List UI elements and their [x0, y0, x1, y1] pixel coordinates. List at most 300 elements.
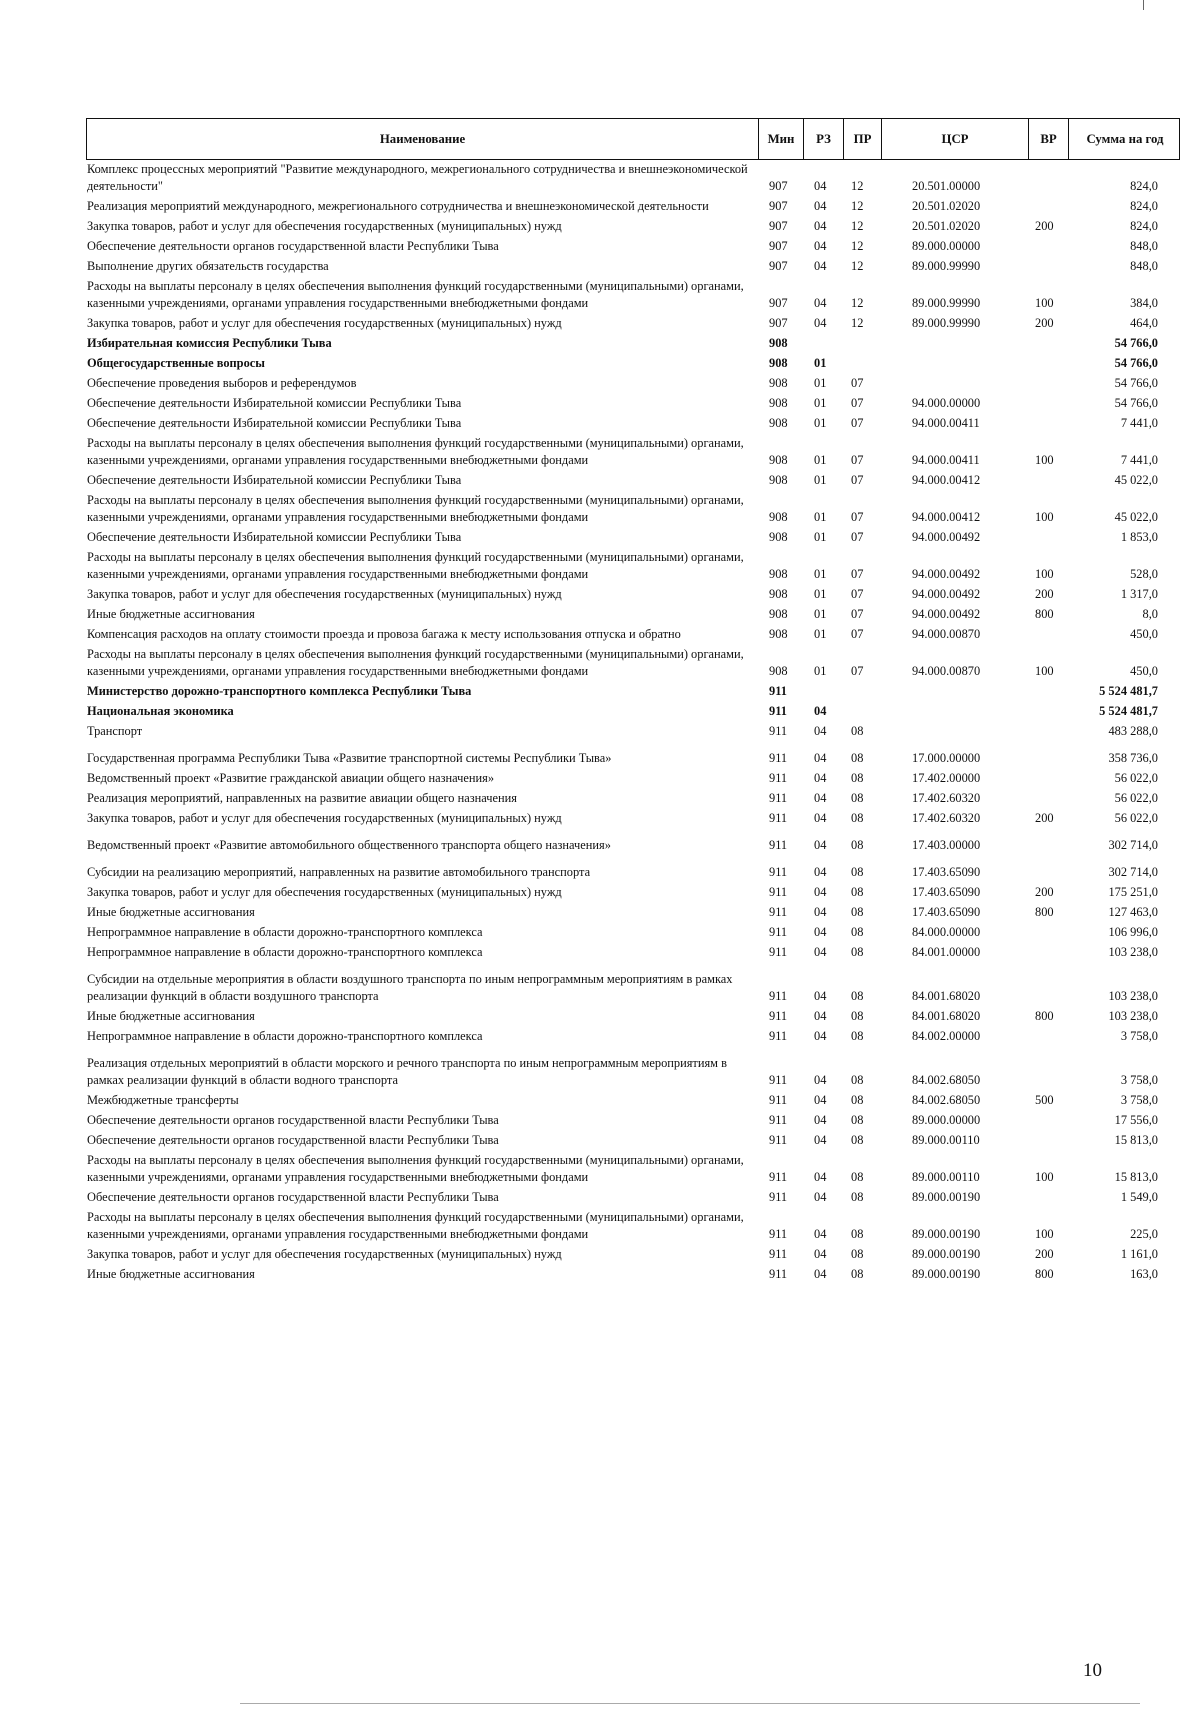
- cell-sum: 15 813,0: [1114, 1170, 1158, 1184]
- cell-pr: 12: [851, 179, 864, 193]
- cell-rz: 01: [814, 356, 827, 370]
- cell-min: 911: [769, 771, 788, 785]
- cell-name: Субсидии на отдельные мероприятия в области воздушного транспорта по иным непрограммным мероприятиям в рамках реализации функций в области воздушного транспорта: [87, 972, 733, 1003]
- table-row: [86, 217, 1180, 237]
- cell-name: Расходы на выплаты персоналу в целях обеспечения выполнения функций государственными (муниципальными) органами, казенными учреждениями, органами управления государственными внебюджетными фондами: [87, 493, 744, 524]
- cell-sum: 54 766,0: [1114, 376, 1158, 390]
- cell-name: Расходы на выплаты персоналу в целях обеспечения выполнения функций государственными (муниципальными) органами, казенными учреждениями, органами управления государственными внебюджетными фондами: [87, 550, 744, 581]
- table-row: [86, 645, 1180, 682]
- table-row: [86, 394, 1180, 414]
- cell-sum: 56 022,0: [1114, 791, 1158, 805]
- cell-name: Закупка товаров, работ и услуг для обеспечения государственных (муниципальных) нужд: [87, 219, 562, 233]
- cell-name: Иные бюджетные ассигнования: [87, 905, 255, 919]
- cell-min: 911: [769, 1029, 788, 1043]
- cell-rz: 04: [814, 1267, 827, 1281]
- cell-pr: 08: [851, 885, 864, 899]
- table-header: [86, 118, 1180, 160]
- cell-csr: 94.000.00492: [912, 567, 981, 581]
- cell-sum: 56 022,0: [1114, 811, 1158, 825]
- table-row: [86, 903, 1180, 923]
- cell-csr: 17.402.60320: [912, 811, 981, 825]
- table-row: [86, 1131, 1180, 1151]
- cell-sum: 54 766,0: [1114, 356, 1158, 370]
- cell-rz: 01: [814, 416, 827, 430]
- cell-name: Иные бюджетные ассигнования: [87, 1267, 255, 1281]
- cell-min: 911: [769, 945, 788, 959]
- cell-sum: 450,0: [1130, 627, 1158, 641]
- cell-sum: 1 549,0: [1120, 1190, 1158, 1204]
- table-row: [86, 742, 1180, 769]
- table-row: [86, 1245, 1180, 1265]
- cell-csr: 94.000.00492: [912, 530, 981, 544]
- table-row: [86, 682, 1180, 702]
- cell-pr: 07: [851, 376, 864, 390]
- cell-sum: 824,0: [1130, 179, 1158, 193]
- cell-rz: 01: [814, 587, 827, 601]
- cell-sum: 848,0: [1130, 239, 1158, 253]
- table-row: [86, 414, 1180, 434]
- cell-sum: 848,0: [1130, 259, 1158, 273]
- cell-pr: 08: [851, 1190, 864, 1204]
- cell-min: 911: [769, 905, 788, 919]
- table-row: [86, 1188, 1180, 1208]
- cell-name: Ведомственный проект «Развитие гражданской авиации общего назначения»: [87, 771, 495, 785]
- cell-sum: 302 714,0: [1108, 865, 1158, 879]
- cell-min: 911: [769, 1093, 788, 1107]
- cell-rz: 04: [814, 1190, 827, 1204]
- cell-sum: 824,0: [1130, 219, 1158, 233]
- cell-name: Компенсация расходов на оплату стоимости проезда и провоза багажа к месту использования отпуска и обратно: [87, 627, 681, 641]
- cell-name: Иные бюджетные ассигнования: [87, 607, 255, 621]
- table-row: [86, 702, 1180, 722]
- cell-name: Обеспечение деятельности органов государственной власти Республики Тыва: [87, 1133, 499, 1147]
- cell-pr: 12: [851, 316, 864, 330]
- cell-csr: 94.000.00411: [912, 416, 980, 430]
- cell-min: 911: [769, 1133, 788, 1147]
- cell-pr: 07: [851, 567, 864, 581]
- cell-rz: 04: [814, 199, 827, 213]
- cell-sum: 3 758,0: [1120, 1073, 1158, 1087]
- cell-sum: 54 766,0: [1114, 396, 1158, 410]
- cell-sum: 3 758,0: [1120, 1093, 1158, 1107]
- scan-bottom-line: [240, 1703, 1140, 1704]
- cell-min: 908: [769, 587, 788, 601]
- cell-min: 911: [769, 1227, 788, 1241]
- cell-rz: 01: [814, 567, 827, 581]
- cell-csr: 89.000.00000: [912, 1113, 981, 1127]
- cell-min: 911: [769, 1170, 788, 1184]
- cell-sum: 1 853,0: [1120, 530, 1158, 544]
- cell-min: 907: [769, 239, 788, 253]
- cell-pr: 07: [851, 607, 864, 621]
- table-body: [86, 160, 1180, 1285]
- cell-sum: 15 813,0: [1114, 1133, 1158, 1147]
- cell-csr: 84.002.68050: [912, 1073, 981, 1087]
- cell-name: Непрограммное направление в области дорожно-транспортного комплекса: [87, 945, 483, 959]
- cell-pr: 07: [851, 453, 864, 467]
- cell-sum: 483 288,0: [1108, 724, 1158, 738]
- cell-pr: 08: [851, 1170, 864, 1184]
- cell-name: Обеспечение деятельности органов государственной власти Республики Тыва: [87, 1190, 499, 1204]
- cell-rz: 04: [814, 885, 827, 899]
- cell-csr: 94.000.00870: [912, 627, 981, 641]
- cell-name: Избирательная комиссия Республики Тыва: [87, 336, 332, 350]
- cell-csr: 94.000.00492: [912, 607, 981, 621]
- cell-pr: 08: [851, 1247, 864, 1261]
- cell-sum: 1 161,0: [1120, 1247, 1158, 1261]
- table-row: [86, 856, 1180, 883]
- cell-rz: 04: [814, 179, 827, 193]
- cell-min: 908: [769, 416, 788, 430]
- table-row: [86, 471, 1180, 491]
- cell-csr: 84.000.00000: [912, 925, 981, 939]
- budget-table: [86, 118, 1180, 1285]
- header-name: Наименование: [379, 131, 466, 146]
- cell-rz: 04: [814, 1113, 827, 1127]
- cell-rz: 01: [814, 607, 827, 621]
- cell-vr: 100: [1035, 1227, 1054, 1241]
- cell-rz: 04: [814, 239, 827, 253]
- cell-name: Расходы на выплаты персоналу в целях обеспечения выполнения функций государственными (муниципальными) органами, казенными учреждениями, органами управления государственными внебюджетными фондами: [87, 436, 744, 467]
- cell-min: 907: [769, 179, 788, 193]
- cell-sum: 302 714,0: [1108, 838, 1158, 852]
- page-number: 10: [1083, 1660, 1102, 1681]
- cell-name: Закупка товаров, работ и услуг для обеспечения государственных (муниципальных) нужд: [87, 587, 562, 601]
- cell-min: 911: [769, 791, 788, 805]
- cell-rz: 01: [814, 376, 827, 390]
- table-row: [86, 237, 1180, 257]
- cell-name: Национальная экономика: [87, 704, 234, 718]
- cell-rz: 04: [814, 865, 827, 879]
- cell-pr: 07: [851, 530, 864, 544]
- cell-csr: 94.000.00870: [912, 664, 981, 678]
- cell-csr: 89.000.00000: [912, 239, 981, 253]
- table-row: [86, 314, 1180, 334]
- cell-min: 907: [769, 316, 788, 330]
- cell-rz: 01: [814, 627, 827, 641]
- cell-vr: 800: [1035, 1267, 1054, 1281]
- cell-pr: 12: [851, 296, 864, 310]
- cell-csr: 17.402.00000: [912, 771, 981, 785]
- cell-sum: 3 758,0: [1120, 1029, 1158, 1043]
- cell-rz: 04: [814, 838, 827, 852]
- cell-pr: 08: [851, 925, 864, 939]
- cell-pr: 08: [851, 945, 864, 959]
- cell-name: Расходы на выплаты персоналу в целях обеспечения выполнения функций государственными (муниципальными) органами, казенными учреждениями, органами управления государственными внебюджетными фондами: [87, 1153, 744, 1184]
- cell-name: Закупка товаров, работ и услуг для обеспечения государственных (муниципальных) нужд: [87, 811, 562, 825]
- cell-rz: 04: [814, 704, 827, 718]
- cell-rz: 04: [814, 989, 827, 1003]
- cell-sum: 54 766,0: [1114, 336, 1158, 350]
- cell-sum: 103 238,0: [1108, 945, 1158, 959]
- cell-name: Ведомственный проект «Развитие автомобильного общественного транспорта общего назначения»: [87, 838, 611, 852]
- cell-min: 911: [769, 838, 788, 852]
- cell-vr: 800: [1035, 1009, 1054, 1023]
- cell-rz: 04: [814, 1133, 827, 1147]
- cell-name: Закупка товаров, работ и услуг для обеспечения государственных (муниципальных) нужд: [87, 1247, 562, 1261]
- cell-min: 908: [769, 473, 788, 487]
- cell-sum: 450,0: [1130, 664, 1158, 678]
- table-row: [86, 374, 1180, 394]
- cell-pr: 08: [851, 771, 864, 785]
- cell-name: Реализация отдельных мероприятий в области морского и речного транспорта по иным непрограммным мероприятиям в рамках реализации функций в области водного транспорта: [87, 1056, 727, 1087]
- cell-sum: 56 022,0: [1114, 771, 1158, 785]
- cell-min: 908: [769, 607, 788, 621]
- cell-pr: 12: [851, 259, 864, 273]
- cell-rz: 01: [814, 530, 827, 544]
- cell-vr: 100: [1035, 664, 1054, 678]
- cell-rz: 04: [814, 1170, 827, 1184]
- table-row: [86, 1208, 1180, 1245]
- cell-name: Министерство дорожно-транспортного комплекса Республики Тыва: [87, 684, 472, 698]
- cell-csr: 89.000.99990: [912, 259, 981, 273]
- cell-min: 908: [769, 453, 788, 467]
- cell-name: Непрограммное направление в области дорожно-транспортного комплекса: [87, 925, 483, 939]
- cell-vr: 200: [1035, 219, 1054, 233]
- cell-rz: 04: [814, 1009, 827, 1023]
- table-row: [86, 943, 1180, 963]
- cell-pr: 08: [851, 865, 864, 879]
- cell-name: Выполнение других обязательств государства: [87, 259, 329, 273]
- cell-vr: 100: [1035, 567, 1054, 581]
- cell-rz: 04: [814, 905, 827, 919]
- header-rz: РЗ: [803, 119, 843, 159]
- cell-vr: 200: [1035, 885, 1054, 899]
- cell-name: Государственная программа Республики Тыва «Развитие транспортной системы Республики Тыва»: [87, 751, 612, 765]
- cell-pr: 07: [851, 510, 864, 524]
- cell-pr: 08: [851, 838, 864, 852]
- cell-rz: 01: [814, 510, 827, 524]
- cell-pr: 12: [851, 199, 864, 213]
- cell-min: 911: [769, 925, 788, 939]
- cell-csr: 84.002.00000: [912, 1029, 981, 1043]
- table-row: [86, 923, 1180, 943]
- cell-min: 911: [769, 1113, 788, 1127]
- cell-csr: 89.000.99990: [912, 316, 981, 330]
- cell-rz: 04: [814, 1093, 827, 1107]
- cell-rz: 04: [814, 1073, 827, 1087]
- cell-pr: 12: [851, 239, 864, 253]
- cell-sum: 7 441,0: [1120, 453, 1158, 467]
- cell-min: 911: [769, 865, 788, 879]
- cell-sum: 45 022,0: [1114, 510, 1158, 524]
- table-row: [86, 829, 1180, 856]
- cell-min: 911: [769, 724, 788, 738]
- cell-pr: 08: [851, 905, 864, 919]
- cell-vr: 200: [1035, 1247, 1054, 1261]
- cell-min: 908: [769, 530, 788, 544]
- cell-rz: 01: [814, 473, 827, 487]
- table-row: [86, 722, 1180, 742]
- cell-pr: 07: [851, 416, 864, 430]
- cell-name: Реализация мероприятий международного, межрегионального сотрудничества и внешнеэкономической деятельности: [87, 199, 709, 213]
- scan-corner-mark: [1143, 0, 1144, 10]
- table-row: [86, 789, 1180, 809]
- cell-min: 911: [769, 704, 787, 718]
- cell-csr: 17.403.65090: [912, 865, 981, 879]
- cell-min: 908: [769, 567, 788, 581]
- cell-vr: 500: [1035, 1093, 1054, 1107]
- cell-min: 911: [769, 751, 788, 765]
- cell-csr: 20.501.02020: [912, 199, 981, 213]
- cell-min: 907: [769, 199, 788, 213]
- cell-pr: 08: [851, 1093, 864, 1107]
- cell-vr: 800: [1035, 607, 1054, 621]
- cell-name: Субсидии на реализацию мероприятий, направленных на развитие автомобильного транспорта: [87, 865, 591, 879]
- cell-min: 907: [769, 259, 788, 273]
- cell-min: 907: [769, 296, 788, 310]
- cell-csr: 89.000.00110: [912, 1133, 980, 1147]
- table-row: [86, 1027, 1180, 1047]
- cell-min: 911: [769, 1267, 788, 1281]
- cell-vr: 800: [1035, 905, 1054, 919]
- cell-sum: 384,0: [1130, 296, 1158, 310]
- header-min: Мин: [758, 119, 803, 159]
- cell-csr: 17.403.65090: [912, 905, 981, 919]
- cell-name: Транспорт: [87, 724, 143, 738]
- cell-sum: 1 317,0: [1120, 587, 1158, 601]
- cell-min: 908: [769, 376, 788, 390]
- cell-csr: 17.000.00000: [912, 751, 981, 765]
- cell-rz: 04: [814, 1227, 827, 1241]
- cell-csr: 89.000.00190: [912, 1190, 981, 1204]
- cell-csr: 89.000.00110: [912, 1170, 980, 1184]
- cell-csr: 84.002.68050: [912, 1093, 981, 1107]
- table-row: [86, 625, 1180, 645]
- cell-pr: 08: [851, 1133, 864, 1147]
- cell-csr: 89.000.99990: [912, 296, 981, 310]
- cell-pr: 08: [851, 1267, 864, 1281]
- cell-sum: 17 556,0: [1114, 1113, 1158, 1127]
- cell-min: 911: [769, 989, 788, 1003]
- cell-pr: 07: [851, 396, 864, 410]
- cell-sum: 45 022,0: [1114, 473, 1158, 487]
- header-sum: Сумма на год: [1068, 119, 1181, 159]
- cell-name: Межбюджетные трансферты: [87, 1093, 239, 1107]
- cell-sum: 528,0: [1130, 567, 1158, 581]
- cell-rz: 01: [814, 453, 827, 467]
- cell-min: 911: [769, 684, 787, 698]
- header-csr: ЦСР: [881, 119, 1028, 159]
- cell-csr: 20.501.00000: [912, 179, 981, 193]
- cell-pr: 12: [851, 219, 864, 233]
- cell-csr: 20.501.02020: [912, 219, 981, 233]
- table-row: [86, 883, 1180, 903]
- cell-rz: 04: [814, 1247, 827, 1261]
- cell-sum: 127 463,0: [1108, 905, 1158, 919]
- cell-min: 908: [769, 336, 788, 350]
- cell-vr: 200: [1035, 587, 1054, 601]
- cell-sum: 7 441,0: [1120, 416, 1158, 430]
- cell-name: Обеспечение деятельности органов государственной власти Республики Тыва: [87, 1113, 499, 1127]
- cell-rz: 04: [814, 724, 827, 738]
- table-row: [86, 1265, 1180, 1285]
- table-row: [86, 1111, 1180, 1131]
- cell-min: 908: [769, 356, 788, 370]
- cell-min: 911: [769, 1190, 788, 1204]
- cell-pr: 08: [851, 1009, 864, 1023]
- cell-name: Общегосударственные вопросы: [87, 356, 265, 370]
- cell-min: 911: [769, 1073, 788, 1087]
- cell-name: Расходы на выплаты персоналу в целях обеспечения выполнения функций государственными (муниципальными) органами, казенными учреждениями, органами управления государственными внебюджетными фондами: [87, 1210, 744, 1241]
- cell-vr: 100: [1035, 296, 1054, 310]
- cell-min: 908: [769, 396, 788, 410]
- cell-sum: 5 524 481,7: [1099, 704, 1158, 718]
- cell-csr: 94.000.00412: [912, 510, 981, 524]
- cell-pr: 08: [851, 1073, 864, 1087]
- table-row: [86, 257, 1180, 277]
- table-row: [86, 434, 1180, 471]
- table-row: [86, 277, 1180, 314]
- cell-rz: 04: [814, 945, 827, 959]
- table-row: [86, 334, 1180, 354]
- cell-pr: 08: [851, 724, 864, 738]
- cell-rz: 04: [814, 296, 827, 310]
- cell-sum: 103 238,0: [1108, 989, 1158, 1003]
- cell-rz: 04: [814, 751, 827, 765]
- cell-pr: 08: [851, 1029, 864, 1043]
- cell-name: Иные бюджетные ассигнования: [87, 1009, 255, 1023]
- cell-rz: 04: [814, 316, 827, 330]
- cell-csr: 17.402.60320: [912, 791, 981, 805]
- cell-pr: 08: [851, 1113, 864, 1127]
- cell-min: 911: [769, 811, 788, 825]
- cell-rz: 04: [814, 1029, 827, 1043]
- header-pr: ПР: [843, 119, 881, 159]
- cell-rz: 04: [814, 771, 827, 785]
- cell-pr: 08: [851, 1227, 864, 1241]
- table-row: [86, 354, 1180, 374]
- cell-csr: 89.000.00190: [912, 1267, 981, 1281]
- cell-vr: 200: [1035, 811, 1054, 825]
- cell-min: 911: [769, 1247, 788, 1261]
- table-row: [86, 1091, 1180, 1111]
- cell-name: Закупка товаров, работ и услуг для обеспечения государственных (муниципальных) нужд: [87, 316, 562, 330]
- cell-name: Обеспечение деятельности Избирательной комиссии Республики Тыва: [87, 473, 462, 487]
- cell-rz: 04: [814, 219, 827, 233]
- cell-rz: 01: [814, 664, 827, 678]
- cell-csr: 94.000.00412: [912, 473, 981, 487]
- cell-min: 911: [769, 885, 788, 899]
- table-row: [86, 1047, 1180, 1091]
- cell-name: Обеспечение деятельности Избирательной комиссии Республики Тыва: [87, 396, 462, 410]
- cell-csr: 84.001.68020: [912, 989, 981, 1003]
- cell-pr: 08: [851, 791, 864, 805]
- cell-csr: 94.000.00411: [912, 453, 980, 467]
- cell-rz: 04: [814, 259, 827, 273]
- table-row: [86, 491, 1180, 528]
- table-row: [86, 1151, 1180, 1188]
- cell-min: 908: [769, 664, 788, 678]
- cell-pr: 07: [851, 627, 864, 641]
- cell-csr: 94.000.00492: [912, 587, 981, 601]
- cell-csr: 89.000.00190: [912, 1247, 981, 1261]
- table-row: [86, 585, 1180, 605]
- cell-vr: 100: [1035, 510, 1054, 524]
- cell-sum: 103 238,0: [1108, 1009, 1158, 1023]
- cell-pr: 07: [851, 587, 864, 601]
- cell-sum: 225,0: [1130, 1227, 1158, 1241]
- cell-min: 908: [769, 627, 788, 641]
- table-row: [86, 963, 1180, 1007]
- cell-name: Обеспечение деятельности органов государственной власти Республики Тыва: [87, 239, 499, 253]
- cell-pr: 08: [851, 751, 864, 765]
- cell-name: Обеспечение деятельности Избирательной комиссии Республики Тыва: [87, 416, 462, 430]
- cell-csr: 84.001.68020: [912, 1009, 981, 1023]
- cell-name: Расходы на выплаты персоналу в целях обеспечения выполнения функций государственными (муниципальными) органами, казенными учреждениями, органами управления государственными внебюджетными фондами: [87, 279, 744, 310]
- cell-name: Расходы на выплаты персоналу в целях обеспечения выполнения функций государственными (муниципальными) органами, казенными учреждениями, органами управления государственными внебюджетными фондами: [87, 647, 744, 678]
- cell-sum: 824,0: [1130, 199, 1158, 213]
